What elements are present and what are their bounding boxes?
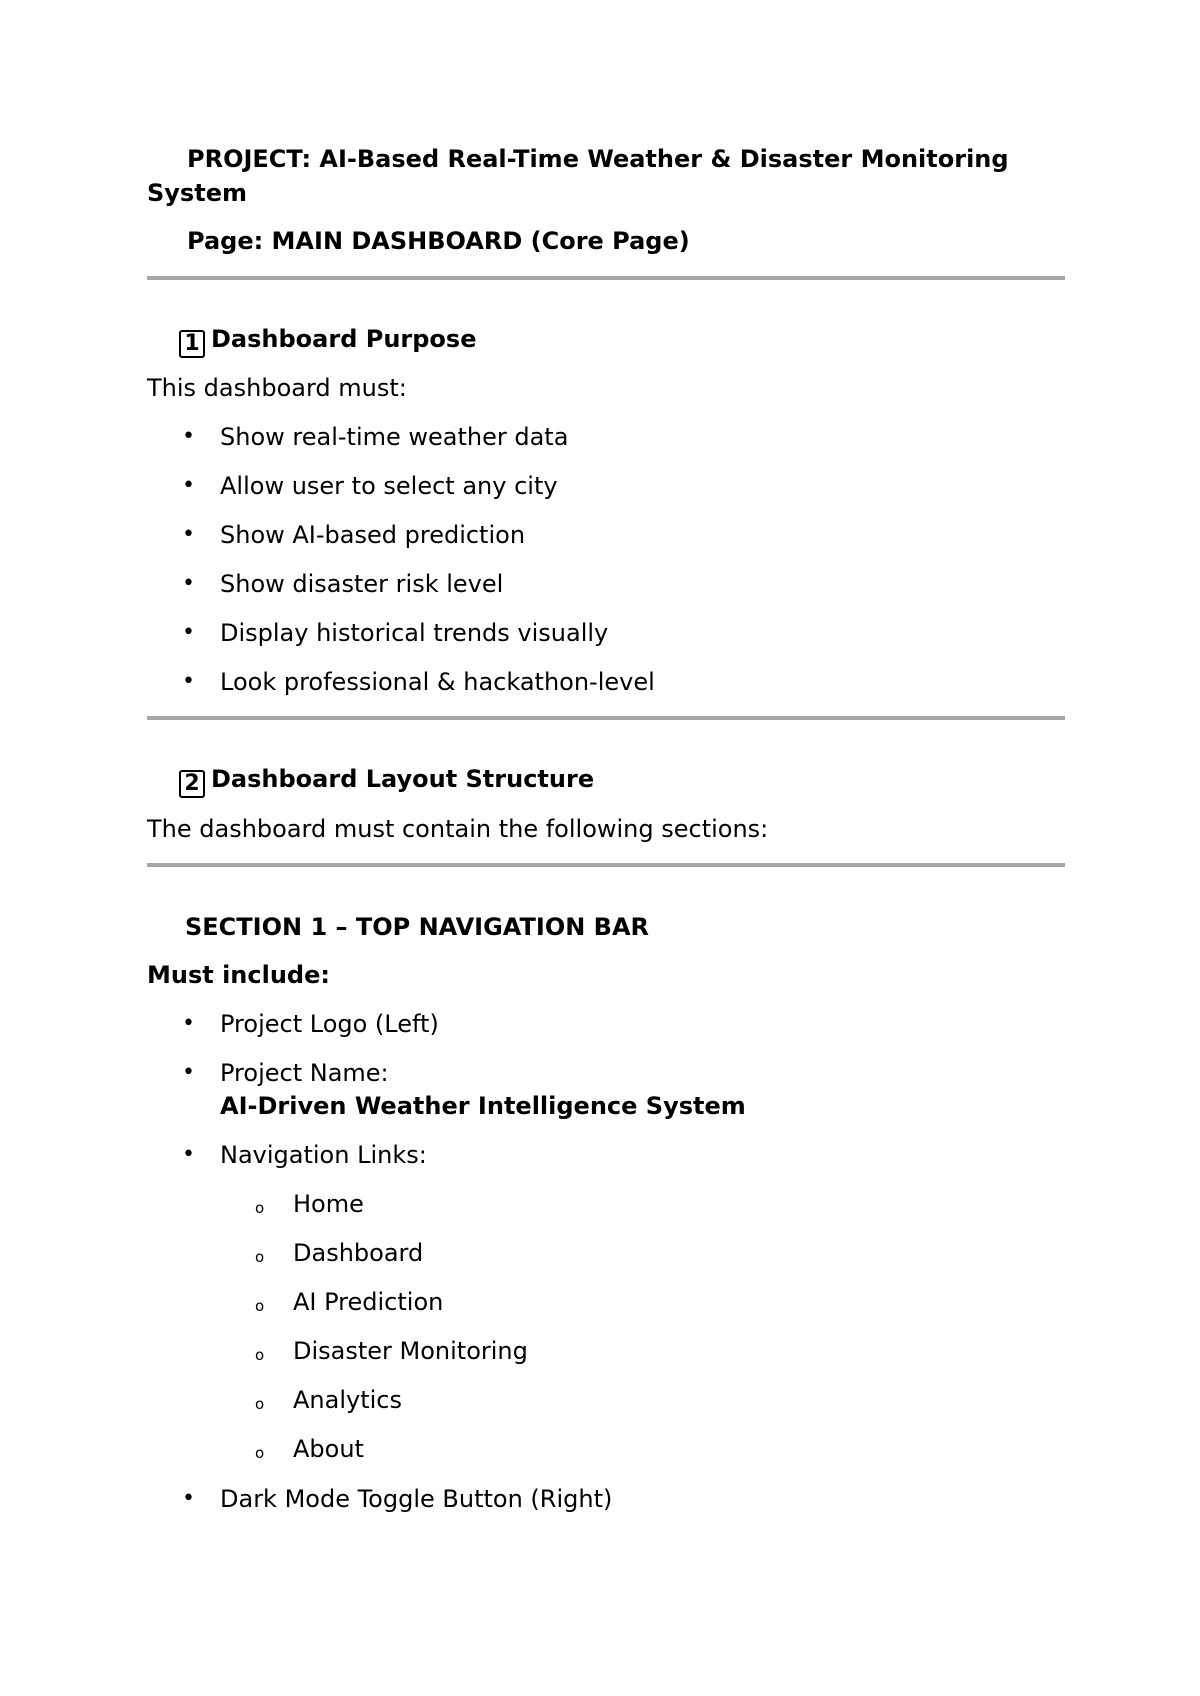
bullet-icon: • <box>182 620 195 645</box>
divider <box>147 276 1065 280</box>
section-heading-layout-text: Dashboard Layout Structure <box>211 765 595 793</box>
bullet-icon: • <box>182 1011 195 1036</box>
bullet-icon: • <box>182 522 195 547</box>
circle-bullet-icon: o <box>255 1248 265 1266</box>
circle-bullet-icon: o <box>255 1444 265 1462</box>
bullet-icon: • <box>182 669 195 694</box>
nav-section-title: SECTION 1 – TOP NAVIGATION BAR <box>185 913 650 941</box>
project-name-value: AI-Driven Weather Intelligence System <box>220 1092 746 1120</box>
circle-bullet-icon: o <box>255 1395 265 1413</box>
bullet-icon: • <box>182 1060 195 1085</box>
page-title: Page: MAIN DASHBOARD (Core Page) <box>187 227 690 255</box>
bullet-icon: • <box>182 1486 195 1511</box>
bullet-icon: • <box>182 1142 195 1167</box>
divider <box>147 863 1065 867</box>
circle-bullet-icon: o <box>255 1199 265 1217</box>
purpose-intro: This dashboard must: <box>147 374 407 402</box>
number-1-icon: 1 <box>179 330 205 358</box>
circle-bullet-icon: o <box>255 1297 265 1315</box>
divider <box>147 716 1065 720</box>
project-title: PROJECT: AI-Based Real-Time Weather & Disaster Monitoring <box>187 145 1009 173</box>
bullet-icon: • <box>182 473 195 498</box>
bullet-icon: • <box>182 424 195 449</box>
section-heading-layout <box>179 762 594 798</box>
layout-intro: The dashboard must contain the following sections: <box>147 815 769 843</box>
number-2-icon: 2 <box>179 770 205 798</box>
circle-bullet-icon: o <box>255 1346 265 1364</box>
section-heading-purpose <box>179 322 476 358</box>
section-heading-purpose-text: Dashboard Purpose <box>211 325 477 353</box>
must-include-label: Must include: <box>147 961 330 989</box>
bullet-icon: • <box>182 571 195 596</box>
project-title-continued: System <box>147 179 247 207</box>
